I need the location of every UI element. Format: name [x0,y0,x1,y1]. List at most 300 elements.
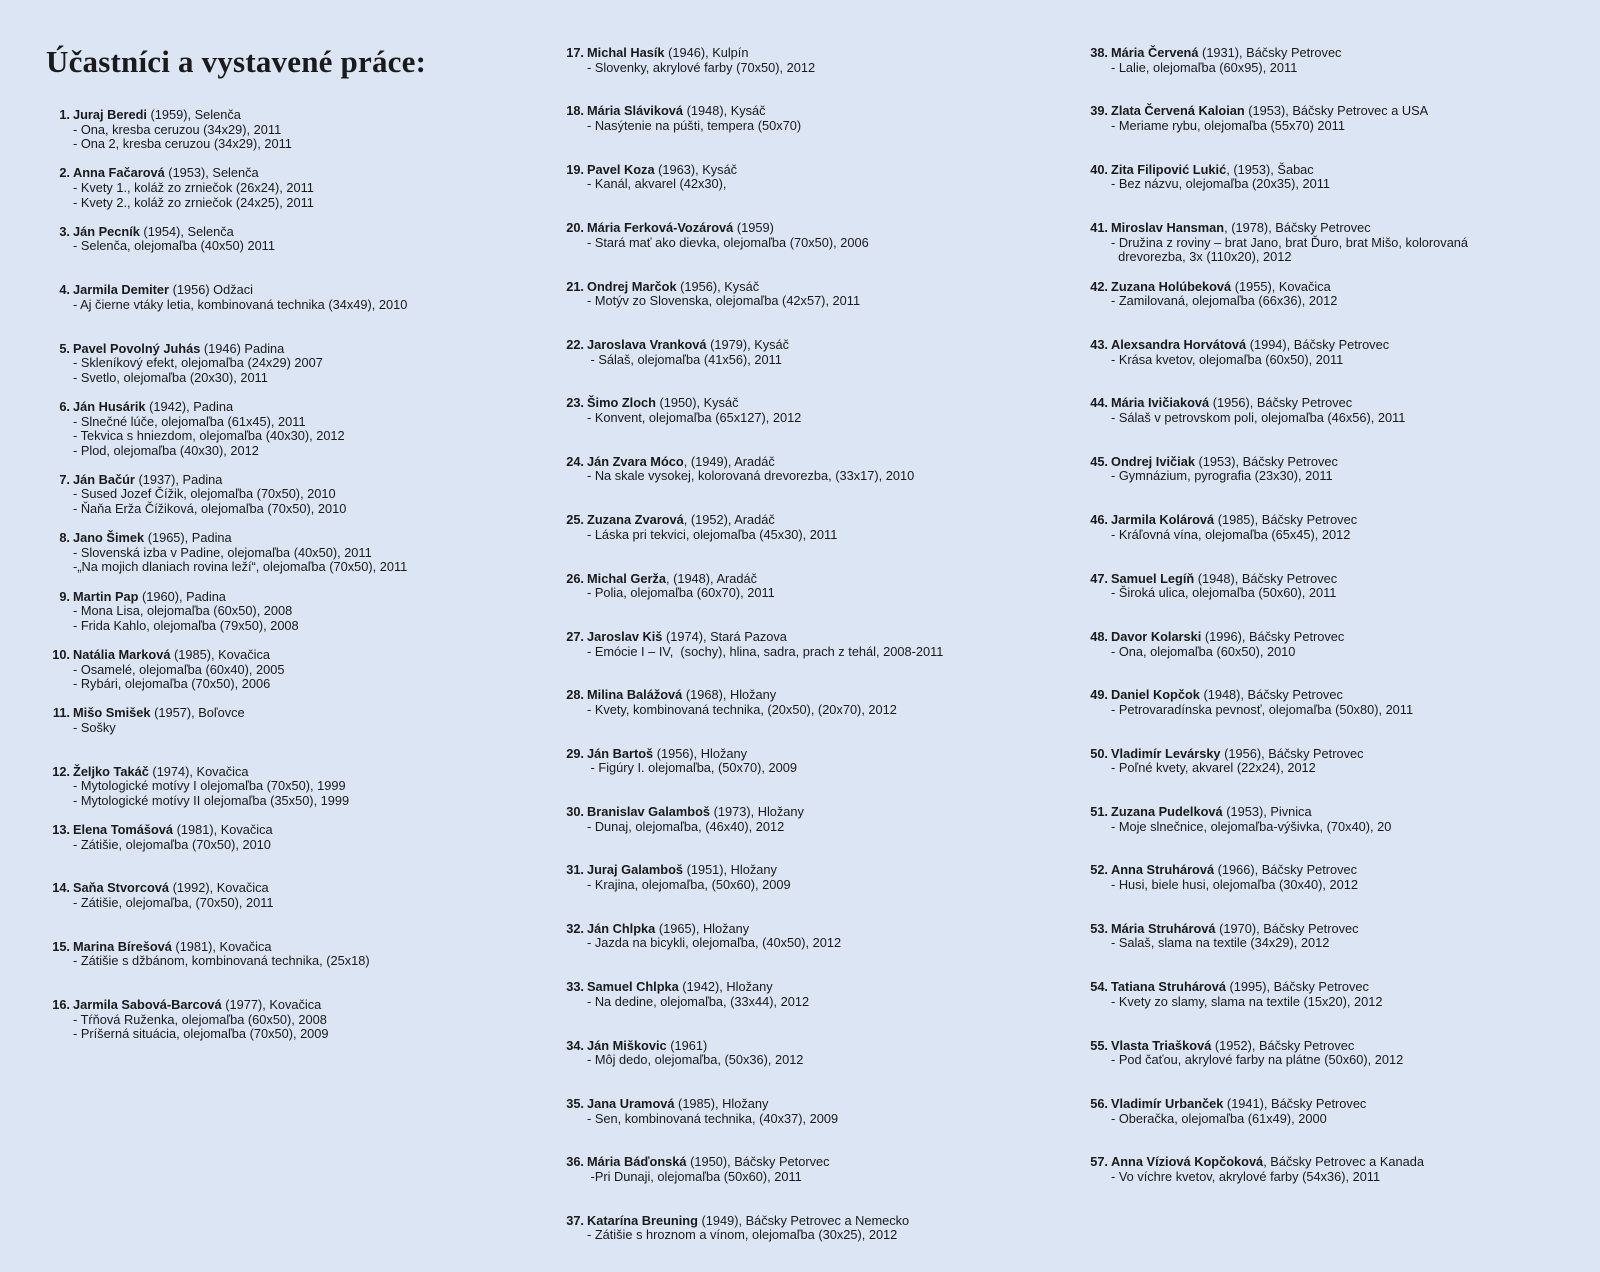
participants-column-2 [560,46,1060,1272]
artist-details: (1974), Kovačica [148,763,249,779]
entry-number: 57. [1090,1154,1108,1170]
participant-entry [560,46,1060,104]
artwork-item: - Moje slnečnice, olejomaľba-výšivka, (70x40), 20 [1111,818,1392,834]
artwork-item: - Slovenky, akrylové farby (70x50), 2012 [587,59,816,75]
entry-number: 12. [52,763,70,779]
artist-name: Ján Pecník [73,223,140,239]
entry-number: 49. [1090,687,1108,703]
artwork-item: - Selenča, olejomaľba (40x50) 2011 [73,238,275,254]
entry-number: 10. [52,646,70,662]
artwork-item: -„Na mojich dlaniach rovina leží“, olejomaľba (70x50), 2011 [73,559,408,575]
artist-details: (1985), Báčsky Petrovec [1214,512,1358,528]
artwork-item: - Dunaj, olejomaľba, (46x40), 2012 [587,818,785,834]
artwork-item: - Slovenská izba v Padine, olejomaľba (40x50), 2011 [73,544,372,560]
entry-number: 22. [566,336,584,352]
participant-entry [46,225,546,283]
entry-number: 38. [1090,45,1108,60]
artist-name: Alexsandra Horvátová [1111,336,1247,352]
artist-details: (1937), Padina [134,471,223,487]
entry-number: 9. [59,588,70,604]
participant-heading [1084,980,1584,995]
artwork-item: - Stará mať ako dievka, olejomaľba (70x50), 2006 [587,234,869,250]
participant-heading [46,108,546,123]
artwork-item: - Kvety zo slamy, slama na textile (15x20), 2012 [1111,993,1383,1009]
artwork-item: - Zamilovaná, olejomaľba (66x36), 2012 [1111,293,1338,309]
participant-entry [46,108,546,166]
entry-number: 13. [52,822,70,838]
participant-heading [560,163,1060,178]
artwork-item: - Rybári, olejomaľba (70x50), 2006 [73,676,271,692]
artist-details: (1979), Kysáč [706,336,790,352]
artist-name: Ján Bačúr [73,471,135,487]
participant-entry [560,1155,1060,1213]
participant-heading [1084,630,1584,645]
entry-number: 51. [1090,804,1108,820]
entry-number: 46. [1090,512,1108,528]
entry-number: 19. [566,161,584,177]
artist-details: (1994), Báčsky Petrovec [1246,336,1390,352]
participant-entry [46,706,546,764]
participant-heading [1084,1097,1584,1112]
participant-entry [46,765,546,823]
entry-number: 42. [1090,278,1108,294]
artist-details: (1941), Báčsky Petrovec [1223,1096,1367,1112]
participant-entry [46,400,546,473]
artwork-item: -Pri Dunaji, olejomaľba (50x60), 2011 [587,1169,802,1185]
entry-number: 41. [1090,220,1108,236]
participant-entry [560,221,1060,279]
participant-heading [1084,396,1584,411]
artwork-item: - Sálaš, olejomaľba (41x56), 2011 [587,351,782,367]
artist-name: Ján Miškovic [587,1037,667,1053]
entry-number: 28. [566,687,584,703]
participant-heading [560,280,1060,295]
artist-details: (1948), Kysáč [683,103,766,119]
participant-entry [1084,1097,1584,1155]
artist-details: (1956) Odžaci [169,282,253,298]
participant-heading [1084,455,1584,470]
artist-details: (1953), Báčsky Petrovec [1194,453,1338,469]
entry-number: 32. [566,920,584,936]
artist-name: Anna Víziová Kopčoková [1111,1154,1264,1170]
artist-details: (1948), Báčsky Petrovec [1194,570,1338,586]
entry-number: 40. [1090,161,1108,177]
entry-number: 23. [566,395,584,411]
artwork-item: - Mytologické motívy II olejomaľba (35x50), 1999 [73,792,350,808]
artist-details: (1959) [733,220,774,236]
artist-details: (1981), Kovačica [171,938,272,954]
artist-name: Mária Sláviková [587,103,684,119]
artwork-item: - Aj čierne vtáky letia, kombinovaná technika (34x49), 2010 [73,296,408,312]
artwork-item: drevorezba, 3x (110x20), 2012 [1111,249,1292,265]
artist-details: (1956), Kysáč [676,278,760,294]
artist-details: (1942), Padina [145,398,234,414]
participant-heading [560,980,1060,995]
artwork-item: - Meriame rybu, olejomaľba (55x70) 2011 [1111,117,1345,133]
artist-details: , (1952), Aradáč [683,512,775,528]
entry-number: 24. [566,453,584,469]
artist-details: (1951), Hložany [683,862,777,878]
participant-entry [1084,455,1584,513]
artist-name: Milina Balážová [587,687,683,703]
artist-details: (1996), Báčsky Petrovec [1201,628,1345,644]
artwork-item: - Ona, kresba ceruzou (34x29), 2011 [73,121,282,137]
entry-number: 4. [59,282,70,298]
participant-entry [46,823,546,881]
participant-entry [560,688,1060,746]
participant-heading [560,747,1060,762]
artist-details: (1985), Hložany [674,1096,769,1112]
artist-details: (1961) [666,1037,708,1053]
entry-number: 7. [59,471,70,487]
participant-entry [1084,46,1584,104]
artist-details: (1992), Kovačica [169,880,269,896]
artist-details: (1959), Selenča [146,107,241,122]
artwork-item: - Zátišie, olejomaľba, (70x50), 2011 [73,895,274,911]
artist-name: Ján Zvara Móco [587,453,684,469]
participant-entry [560,1039,1060,1097]
entry-number: 47. [1090,570,1108,586]
artwork-item: - Mytologické motívy I olejomaľba (70x50), 1999 [73,778,346,794]
participant-entry [560,104,1060,162]
participant-heading [46,590,546,605]
participant-entry [46,940,546,998]
artwork-item: - Zátišie s džbánom, kombinovaná technika, (25x18) [73,953,370,969]
artist-name: Ján Bartoš [587,745,654,761]
artist-name: Mišo Smišek [73,705,151,721]
participant-heading [46,342,546,357]
artist-details: , Báčsky Petrovec a Kanada [1263,1154,1424,1170]
participant-heading [46,283,546,298]
artist-details: (1966), Báčsky Petrovec [1214,862,1358,878]
artist-details: , (1978), Báčsky Petrovec [1224,220,1371,236]
participant-heading [560,1214,1060,1229]
participant-entry [560,1214,1060,1272]
artist-name: Ondrej Ivičiak [1111,453,1195,469]
artist-name: Jaroslav Kiš [587,628,663,644]
artwork-item: - Husi, biele husi, olejomaľba (30x40), 2012 [1111,877,1359,893]
artist-name: Jarmila Sabová-Barcová [73,997,222,1013]
artist-details: (1931), Báčsky Petrovec [1198,45,1342,60]
artist-details: (1950), Báčsky Petorvec [686,1154,830,1170]
entry-number: 43. [1090,336,1108,352]
participant-entry [1084,513,1584,571]
artist-details: , (1948), Aradáč [665,570,758,586]
artist-name: Mária Červená [1111,45,1199,60]
participant-entry [1084,338,1584,396]
participant-entry [1084,104,1584,162]
artwork-item: - Emócie I – IV, (sochy), hlina, sadra, prach z tehál, 2008-2011 [587,643,944,659]
artist-details: (1965), Hložany [655,920,750,936]
participant-entry [46,881,546,939]
entry-number: 14. [52,880,70,896]
participant-heading [560,1097,1060,1112]
artist-name: Tatiana Struhárová [1111,979,1226,995]
artwork-item: - Lalie, olejomaľba (60x95), 2011 [1111,59,1298,75]
artist-details: (1985), Kovačica [170,646,271,662]
artist-name: Saňa Stvorcová [73,880,170,896]
artist-name: Ján Chlpka [587,920,656,936]
participant-entry [560,163,1060,221]
entry-number: 6. [59,398,70,414]
participant-entry [560,1097,1060,1155]
artist-name: Ján Husárik [73,398,146,414]
artist-details: (1954), Selenča [139,223,234,239]
entry-number: 27. [566,628,584,644]
artwork-item: - Bez názvu, olejomaľba (20x35), 2011 [1111,176,1331,192]
artwork-item: - Pod čaťou, akrylové farby na plátne (50x60), 2012 [1111,1052,1404,1068]
artist-details: (1968), Hložany [682,687,777,703]
artwork-item: - Krajina, olejomaľba, (50x60), 2009 [587,877,791,893]
participant-heading [560,922,1060,937]
entry-number: 37. [566,1212,584,1228]
participant-entry [46,998,546,1056]
participant-heading [46,225,546,240]
entry-number: 48. [1090,628,1108,644]
artist-details: (1963), Kysáč [654,161,738,177]
artwork-item: - Na skale vysokej, kolorovaná drevorezba, (33x17), 2010 [587,468,915,484]
participant-entry [46,590,546,648]
entry-number: 1. [59,107,70,122]
participant-heading [560,455,1060,470]
artist-name: Michal Gerža [587,570,666,586]
artwork-item: - Vo víchre kvetov, akrylové farby (54x36), 2011 [1111,1169,1381,1185]
artist-details: (1960), Padina [138,588,226,604]
participant-entry [560,455,1060,513]
artwork-item: - Mona Lisa, olejomaľba (60x50), 2008 [73,603,293,619]
participant-heading [46,823,546,838]
participant-entry [1084,572,1584,630]
participant-entry [560,396,1060,454]
participant-entry [1084,630,1584,688]
participant-entry [560,863,1060,921]
participant-entry [1084,922,1584,980]
entry-number: 33. [566,979,584,995]
participant-heading [46,166,546,181]
participant-heading [46,531,546,546]
artist-details: (1948), Báčsky Petrovec [1199,687,1343,703]
artwork-item: - Kvety 1., koláž zo zrniečok (26x24), 2011 [73,179,314,195]
artwork-item: - Láska pri tekvici, olejomaľba (45x30), 2011 [587,526,838,542]
artist-name: Katarína Breuning [587,1212,698,1228]
artwork-item: - Figúry I. olejomaľba, (50x70), 2009 [587,760,798,776]
artist-name: Mária Ivičiaková [1111,395,1210,411]
artist-name: Natália Marková [73,646,171,662]
entry-number: 29. [566,745,584,761]
participant-heading [1084,922,1584,937]
artist-name: Marina Bírešová [73,938,172,954]
participant-entry [1084,163,1584,221]
participant-entry [46,473,546,531]
participant-heading [1084,1039,1584,1054]
artwork-item: - Sálaš v petrovskom poli, olejomaľba (46x56), 2011 [1111,409,1406,425]
participant-heading [1084,805,1584,820]
participant-entry [560,513,1060,571]
participant-entry [560,572,1060,630]
participant-heading [560,572,1060,587]
artist-name: Michal Hasík [587,45,665,60]
artwork-item: - Krása kvetov, olejomaľba (60x50), 2011 [1111,351,1344,367]
entry-number: 8. [59,530,70,546]
artist-details: (1946) Padina [200,340,285,356]
artwork-item: - Sen, kombinovaná technika, (40x37), 2009 [587,1110,839,1126]
participant-entry [1084,747,1584,805]
artwork-item: - Tŕňová Ruženka, olejomaľba (60x50), 2008 [73,1011,327,1027]
artist-name: Daniel Kopčok [1111,687,1200,703]
artwork-item: - Ona 2, kresba ceruzou (34x29), 2011 [73,136,292,152]
entry-number: 34. [566,1037,584,1053]
artwork-item: - Tekvica s hniezdom, olejomaľba (40x30), 2012 [73,428,345,444]
participant-entry [560,280,1060,338]
artist-details: (1995), Báčsky Petrovec [1225,979,1369,995]
participant-heading [560,863,1060,878]
participant-entry [46,648,546,706]
artist-details: (1957), Boľovce [150,705,245,721]
entry-number: 39. [1090,103,1108,119]
participant-entry [560,980,1060,1038]
artwork-item: - Motýv zo Slovenska, olejomaľba (42x57), 2011 [587,293,861,309]
artist-name: Mária Báďonská [587,1154,687,1170]
participants-column-1 [46,108,546,1057]
participant-entry [560,805,1060,863]
artist-name: Martin Pap [73,588,139,604]
artist-details: (1973), Hložany [710,804,804,820]
entry-number: 45. [1090,453,1108,469]
participant-heading [560,1155,1060,1170]
artwork-item: - Družina z roviny – brat Jano, brat Ďuro, brat Mišo, kolorovaná [1111,234,1469,250]
artist-details: (1956), Hložany [653,745,748,761]
artist-name: Elena Tomášová [73,822,174,838]
artwork-item: - Zátišie s hroznom a vínom, olejomaľba (30x25), 2012 [587,1227,898,1243]
artist-name: Jarmila Kolárová [1111,512,1215,528]
artist-details: (1946), Kulpín [664,45,749,60]
artwork-item: - Sošky [73,719,116,735]
artwork-item: - Plod, olejomaľba (40x30), 2012 [73,442,259,458]
participant-heading [46,998,546,1013]
participant-heading [560,688,1060,703]
participant-heading [1084,163,1584,178]
artist-details: (1974), Stará Pazova [662,628,787,644]
artwork-item: - Konvent, olejomaľba (65x127), 2012 [587,409,802,425]
participant-heading [560,396,1060,411]
participant-heading [46,706,546,721]
participant-heading [46,881,546,896]
artist-name: Zuzana Zvarová [587,512,684,528]
participant-heading [1084,572,1584,587]
artist-name: Juraj Beredi [73,107,147,122]
participant-entry [560,747,1060,805]
artwork-item: - Kvety, kombinovaná technika, (20x50), (20x70), 2012 [587,701,897,717]
participant-entry [1084,1039,1584,1097]
entry-number: 35. [566,1096,584,1112]
participant-heading [1084,46,1584,61]
artwork-item: - Oberačka, olejomaľba (61x49), 2000 [1111,1110,1327,1126]
participant-entry [1084,805,1584,863]
artwork-item: - Polia, olejomaľba (60x70), 2011 [587,585,775,601]
participant-heading [1084,104,1584,119]
artwork-item: - Kráľovná vína, olejomaľba (65x45), 2012 [1111,526,1351,542]
participant-heading [1084,747,1584,762]
entry-number: 36. [566,1154,584,1170]
artist-name: Davor Kolarski [1111,628,1202,644]
artwork-item: - Príšerná situácia, olejomaľba (70x50), 2009 [73,1026,329,1042]
participant-heading [46,400,546,415]
participant-entry [1084,1155,1584,1213]
participant-heading [46,473,546,488]
artist-name: Zlata Červená Kaloian [1111,103,1245,119]
artist-name: Jarmila Demiter [73,282,170,298]
participant-entry [46,531,546,589]
participant-heading [1084,513,1584,528]
page-title: Účastníci a vystavené práce: [46,44,427,79]
entry-number: 30. [566,804,584,820]
artist-details: (1942), Hložany [678,979,773,995]
participant-heading [1084,863,1584,878]
artist-name: Jaroslava Vranková [587,336,707,352]
artist-name: Jana Uramová [587,1096,675,1112]
entry-number: 16. [52,997,70,1013]
participant-heading [46,940,546,955]
entry-number: 15. [52,938,70,954]
artwork-item: - Gymnázium, pyrografia (23x30), 2011 [1111,468,1333,484]
entry-number: 11. [52,705,70,721]
artwork-item: - Na dedine, olejomaľba, (33x44), 2012 [587,993,810,1009]
participants-column-3 [1084,46,1584,1214]
participant-entry [1084,221,1584,279]
artist-name: Anna Struhárová [1111,862,1215,878]
entry-number: 52. [1090,862,1108,878]
participant-entry [1084,980,1584,1038]
participant-heading [560,805,1060,820]
entry-number: 56. [1090,1096,1108,1112]
artwork-item: - Ona, olejomaľba (60x50), 2010 [1111,643,1296,659]
artist-name: Vladimír Urbanček [1111,1096,1224,1112]
artwork-item: - Kvety 2., koláž zo zrniečok (24x25), 2011 [73,194,314,210]
entry-number: 44. [1090,395,1108,411]
entry-number: 17. [566,45,584,60]
artwork-item: - Slnečné lúče, olejomaľba (61x45), 2011 [73,413,306,429]
entry-number: 21. [566,278,584,294]
participant-entry [560,630,1060,688]
participant-heading [560,630,1060,645]
artist-details: , (1949), Aradáč [683,453,775,469]
participant-heading [560,513,1060,528]
artist-name: Anna Fačarová [73,165,165,181]
entry-number: 55. [1090,1037,1108,1053]
participant-entry [46,342,546,400]
entry-number: 53. [1090,920,1108,936]
artwork-item: - Nasýtenie na púšti, tempera (50x70) [587,117,802,133]
artist-details: (1953), Pivnica [1222,804,1312,820]
artist-name: Mária Ferková-Vozárová [587,220,734,236]
participant-heading [560,46,1060,61]
artist-name: Zuzana Pudelková [1111,804,1223,820]
artist-name: Vlasta Triašková [1111,1037,1212,1053]
artist-name: Zuzana Holúbeková [1111,278,1232,294]
artist-name: Ondrej Marčok [587,278,677,294]
artwork-item: - Skleníkový efekt, olejomaľba (24x29) 2007 [73,355,323,371]
participant-entry [560,922,1060,980]
artist-details: , (1953), Šabac [1226,161,1314,177]
participant-heading [560,338,1060,353]
entry-number: 20. [566,220,584,236]
entry-number: 26. [566,570,584,586]
artist-details: (1952), Báčsky Petrovec [1211,1037,1355,1053]
participant-entry [560,338,1060,396]
artist-details: (1953), Selenča [164,165,259,181]
entry-number: 54. [1090,979,1108,995]
artist-name: Samuel Chlpka [587,979,679,995]
